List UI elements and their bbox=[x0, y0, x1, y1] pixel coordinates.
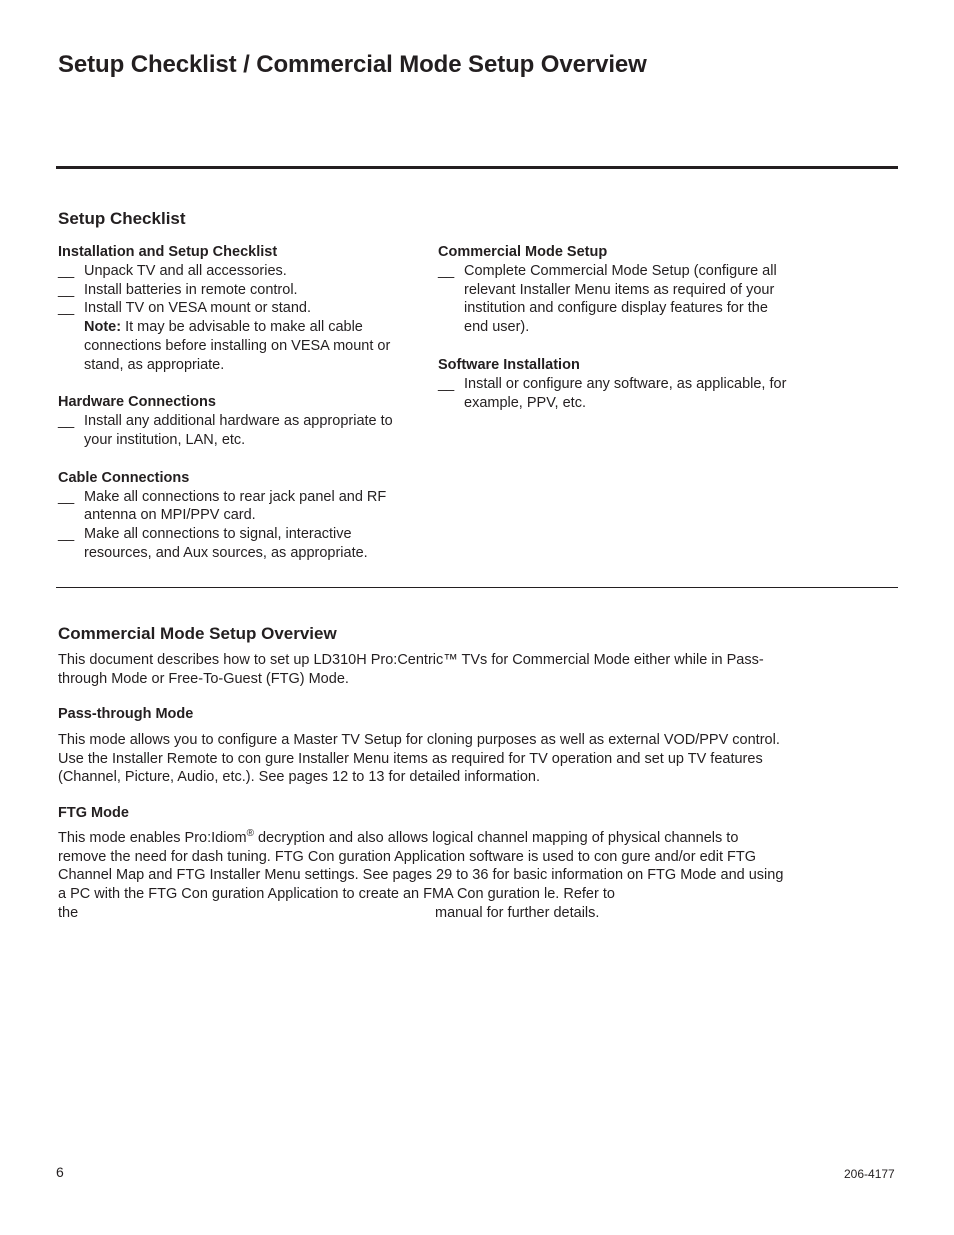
list-item: __ Unpack TV and all accessories. bbox=[58, 263, 287, 279]
list-item: __ Make all connections to rear jack panel and RF antenna on MPI/PPV card. bbox=[58, 488, 387, 524]
overview-intro: This document describes how to set up LD310H Pro:Centric™ TVs for Commercial Mode either while in Pass-through Mode or Free-To-Guest (FTG) Mode. bbox=[58, 652, 764, 687]
section-divider bbox=[56, 587, 898, 588]
list-item: __ Complete Commercial Mode Setup (configure all relevant Installer Menu items as required of your institution and configure display features for the end user). bbox=[438, 263, 777, 336]
checkbox-blank: __ bbox=[58, 281, 75, 298]
page-title: Setup Checklist / Commercial Mode Setup Overview bbox=[58, 51, 647, 78]
installation-note bbox=[58, 318, 420, 374]
list-item: __ Install or configure any software, as applicable, for example, PPV, etc. bbox=[438, 375, 787, 411]
list-item: __ Install batteries in remote control. bbox=[58, 281, 298, 298]
list-item: __ Install TV on VESA mount or stand. bbox=[58, 300, 312, 317]
pass-through-heading: Pass-through Mode bbox=[58, 706, 194, 722]
checkbox-blank: __ bbox=[58, 488, 75, 505]
cable-group bbox=[58, 469, 420, 563]
checklist-right-column bbox=[438, 243, 794, 431]
software-heading: Software Installation bbox=[438, 356, 580, 373]
checkbox-blank: __ bbox=[438, 263, 455, 279]
note-label: Note: bbox=[84, 319, 122, 336]
commercial-mode-group bbox=[438, 243, 794, 337]
page-number: 6 bbox=[56, 1164, 64, 1180]
ftg-text: This mode enables Pro:Idiom® decryption and also allows logical channel mapping of physical channels to remove the need for dash tuning. FTG Con guration Application software is used to con gure and/or edit FTG Channel Map and FTG Installer Menu settings. See pages 29 to 36 for basic information on FTG Mode and using a PC with the FTG Con guration Application to create an FMA Con guration le. Refer to bbox=[58, 828, 784, 903]
document-number: 206-4177 bbox=[844, 1167, 895, 1181]
software-group bbox=[438, 356, 794, 412]
hardware-group bbox=[58, 393, 420, 449]
checklist-left-column bbox=[58, 243, 420, 581]
note-text: It may be advisable to make all cable connections before installing on VESA mount or stand, as appropriate. bbox=[84, 319, 391, 373]
installation-heading: Installation and Setup Checklist bbox=[58, 244, 278, 260]
ftg-heading: FTG Mode bbox=[58, 805, 129, 821]
setup-checklist-heading: Setup Checklist bbox=[58, 209, 186, 228]
checkbox-blank: __ bbox=[58, 263, 75, 279]
header-rule bbox=[56, 166, 898, 169]
checkbox-blank: __ bbox=[58, 413, 75, 430]
ftg-last-line-start: the bbox=[58, 905, 79, 921]
installation-group bbox=[58, 243, 420, 374]
list-item: __ Install any additional hardware as appropriate to your institution, LAN, etc. bbox=[58, 413, 393, 448]
checkbox-blank: __ bbox=[438, 375, 455, 392]
ftg-last-line-end: manual for further details. bbox=[435, 905, 600, 921]
registered-mark: ® bbox=[246, 828, 254, 840]
cable-heading: Cable Connections bbox=[58, 469, 190, 486]
overview-heading: Commercial Mode Setup Overview bbox=[58, 624, 337, 643]
list-item: __ Make all connections to signal, interactive resources, and Aux sources, as appropriate. bbox=[58, 526, 368, 561]
hardware-heading: Hardware Connections bbox=[58, 394, 216, 411]
commercial-mode-heading: Commercial Mode Setup bbox=[438, 244, 608, 260]
checkbox-blank: __ bbox=[58, 526, 75, 543]
checkbox-blank: __ bbox=[58, 300, 75, 317]
pass-through-text: This mode allows you to configure a Master TV Setup for cloning purposes as well as external VOD/PPV control. Use the Installer Remote to con gure Installer Menu items as required for TV operation and set up TV features (Channel, Picture, Audio, etc.). See pages 12 to 13 for detailed information. bbox=[58, 732, 780, 786]
